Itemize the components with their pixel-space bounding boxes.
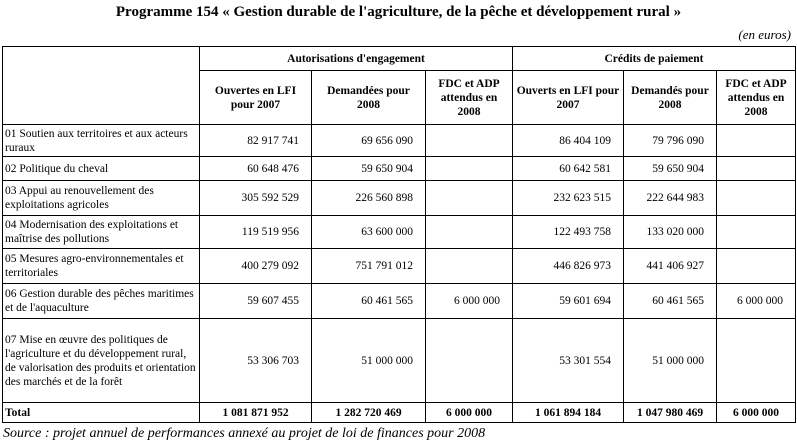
cell-value: 441 406 927 bbox=[624, 249, 717, 284]
cell-value: 59 601 694 bbox=[513, 284, 624, 319]
total-row bbox=[3, 403, 796, 423]
cell-value bbox=[717, 216, 796, 249]
cell-value: 751 791 012 bbox=[312, 249, 426, 284]
group-header-ae: Autorisations d'engagement bbox=[200, 47, 513, 71]
table-row bbox=[3, 157, 796, 181]
cell-value: 232 623 515 bbox=[513, 181, 624, 216]
cell-value: 63 600 000 bbox=[312, 216, 426, 249]
cell-value bbox=[426, 319, 513, 403]
cell-value: 222 644 983 bbox=[624, 181, 717, 216]
cell-value bbox=[426, 181, 513, 216]
col-header: Ouverts en LFI pour 2007 bbox=[513, 71, 624, 125]
cell-value: 226 560 898 bbox=[312, 181, 426, 216]
cell-value: 60 461 565 bbox=[624, 284, 717, 319]
row-label: 07 Mise en œuvre des politiques de l'agriculture et du développement rural, de valorisation des produits et orientation des marchés et de la forêt bbox=[3, 319, 200, 403]
unit-note: (en euros) bbox=[738, 27, 791, 42]
cell-value: 133 020 000 bbox=[624, 216, 717, 249]
cell-value: 59 650 904 bbox=[312, 157, 426, 181]
cell-value bbox=[426, 125, 513, 157]
col-header: Demandées pour 2008 bbox=[312, 71, 426, 125]
row-label: 01 Soutien aux territoires et aux acteurs ruraux bbox=[3, 125, 200, 157]
row-label: 04 Modernisation des exploitations et maîtrise des pollutions bbox=[3, 216, 200, 249]
cell-value bbox=[717, 181, 796, 216]
row-label: 03 Appui au renouvellement des exploitations agricoles bbox=[3, 181, 200, 216]
cell-value: 79 796 090 bbox=[624, 125, 717, 157]
col-header: FDC et ADP attendus en 2008 bbox=[426, 71, 513, 125]
table-row bbox=[3, 125, 796, 157]
cell-value: 446 826 973 bbox=[513, 249, 624, 284]
cell-value: 60 648 476 bbox=[200, 157, 312, 181]
cell-value: 1 282 720 469 bbox=[312, 403, 426, 423]
cell-value: 51 000 000 bbox=[624, 319, 717, 403]
cell-value: 51 000 000 bbox=[312, 319, 426, 403]
cell-value: 305 592 529 bbox=[200, 181, 312, 216]
cell-value: 400 279 092 bbox=[200, 249, 312, 284]
budget-table bbox=[2, 46, 796, 423]
source-note: Source : projet annuel de performances annexé au projet de loi de finances pour 2008 bbox=[3, 426, 486, 441]
cell-value: 60 642 581 bbox=[513, 157, 624, 181]
cell-value: 6 000 000 bbox=[426, 284, 513, 319]
cell-value bbox=[426, 157, 513, 181]
cell-value bbox=[717, 319, 796, 403]
cell-value: 122 493 758 bbox=[513, 216, 624, 249]
cell-value: 59 607 455 bbox=[200, 284, 312, 319]
col-header: FDC et ADP attendus en 2008 bbox=[717, 71, 796, 125]
cell-value bbox=[426, 249, 513, 284]
row-label: 02 Politique du cheval bbox=[3, 157, 200, 181]
table-row bbox=[3, 181, 796, 216]
row-label: 06 Gestion durable des pêches maritimes et de l'aquaculture bbox=[3, 284, 200, 319]
group-header-cp: Crédits de paiement bbox=[513, 47, 796, 71]
cell-value: 82 917 741 bbox=[200, 125, 312, 157]
cell-value bbox=[717, 125, 796, 157]
cell-value bbox=[717, 157, 796, 181]
page-title: Programme 154 « Gestion durable de l'agriculture, de la pêche et développement rural » bbox=[115, 4, 682, 20]
row-label: Total bbox=[3, 403, 200, 423]
table-row bbox=[3, 319, 796, 403]
cell-value: 69 656 090 bbox=[312, 125, 426, 157]
cell-value: 6 000 000 bbox=[717, 403, 796, 423]
col-header: Demandés pour 2008 bbox=[624, 71, 717, 125]
corner-header bbox=[3, 47, 200, 125]
cell-value: 53 306 703 bbox=[200, 319, 312, 403]
cell-value bbox=[717, 249, 796, 284]
row-label: 05 Mesures agro-environnementales et territoriales bbox=[3, 249, 200, 284]
cell-value: 1 047 980 469 bbox=[624, 403, 717, 423]
cell-value: 6 000 000 bbox=[426, 403, 513, 423]
cell-value: 119 519 956 bbox=[200, 216, 312, 249]
cell-value: 86 404 109 bbox=[513, 125, 624, 157]
cell-value: 6 000 000 bbox=[717, 284, 796, 319]
cell-value: 53 301 554 bbox=[513, 319, 624, 403]
cell-value: 1 081 871 952 bbox=[200, 403, 312, 423]
cell-value: 1 061 894 184 bbox=[513, 403, 624, 423]
col-header: Ouvertes en LFI pour 2007 bbox=[200, 71, 312, 125]
table-row bbox=[3, 216, 796, 249]
cell-value: 60 461 565 bbox=[312, 284, 426, 319]
cell-value bbox=[426, 216, 513, 249]
cell-value: 59 650 904 bbox=[624, 157, 717, 181]
table-row bbox=[3, 249, 796, 284]
table-row bbox=[3, 284, 796, 319]
table-body bbox=[3, 125, 796, 423]
